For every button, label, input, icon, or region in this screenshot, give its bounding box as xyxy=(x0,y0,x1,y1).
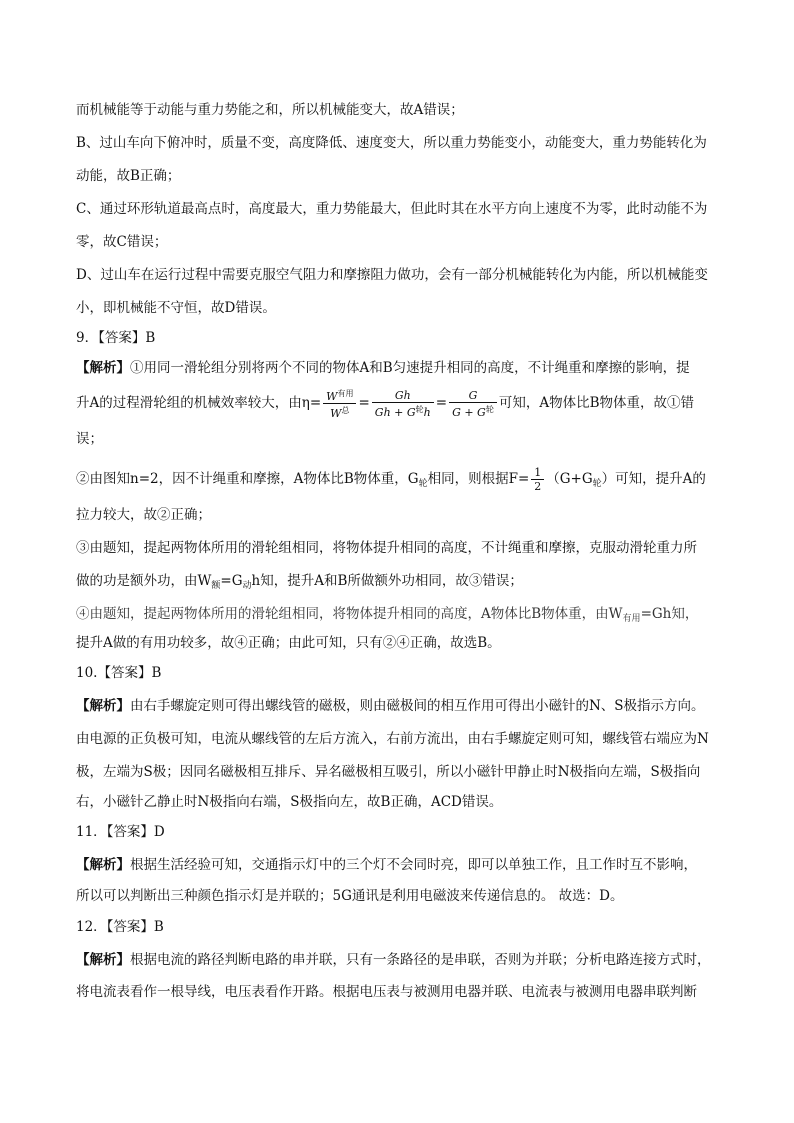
numerator: Gh xyxy=(394,388,411,402)
analysis-label: 【解析】 xyxy=(76,698,130,714)
text-span: 可知，A物体比B物体重，故①错 xyxy=(498,395,695,411)
text-span: 根据电流的路径判断电路的串并联，只有一条路径的是串联，否则为并联；分析电路连接方式时， xyxy=(130,952,711,968)
text-span: 升A的过程滑轮组的机械效率较大，由η= xyxy=(76,395,322,411)
question-11-answer: 11．【答案】D xyxy=(76,824,165,840)
sub-moving: 动 xyxy=(242,581,252,591)
text-line: 零，故C错误； xyxy=(76,234,168,250)
text-line: 所以可以判断出三种颜色指示灯是并联的；5G通讯是利用电磁波来传递信息的。 故选：D。 xyxy=(76,888,624,904)
question-12-analysis xyxy=(76,950,711,970)
text-line: 将电流表看作一根导线，电压表看作开路。根据电压表与被测用电器并联、电流表与被测用电器串联判断 xyxy=(76,984,697,1000)
text-line: C、通过环形轨道最高点时，高度最大，重力势能最大，但此时其在水平方向上速度不为零，此时动能不为 xyxy=(76,201,708,217)
text-line: 误； xyxy=(76,431,103,447)
var-w: W xyxy=(330,407,342,420)
text-line: 动能，故B正确； xyxy=(76,168,181,184)
text-line: 提升A做的有用功较多，故④正确；由此可知，只有②④正确，故选B。 xyxy=(76,635,501,651)
text-line: 由电源的正负极可知，电流从螺线管的左后方流入，右前方流出，由右手螺旋定则可知，螺线管右端应为N xyxy=(76,731,709,747)
text-span: ④由题知，提起两物体所用的滑轮组相同，将物体提升相同的高度，A物体比B物体重，由W xyxy=(76,606,623,622)
text-line: 而机械能等于动能与重力势能之和，所以机械能变大，故A错误； xyxy=(76,102,464,118)
text-span: h知，提升A和B所做额外功相同，故③错误； xyxy=(251,573,523,589)
question-11-analysis xyxy=(76,855,697,875)
numerator: 1 xyxy=(531,466,544,480)
equals-sign: = xyxy=(358,395,370,411)
text-span: ②由图知n=2，因不计绳重和摩擦，A物体比B物体重，G xyxy=(76,471,419,487)
text-line: B、过山车向下俯冲时，质量不变，高度降低、速度变大，所以重力势能变小，动能变大，重力势能转化为 xyxy=(76,135,707,151)
analysis-label: 【解析】 xyxy=(76,857,130,873)
denominator: 2 xyxy=(534,480,542,493)
equals-sign: = xyxy=(435,395,448,411)
denominator: G + G xyxy=(452,405,486,419)
text-line: 拉力较大，故②正确； xyxy=(76,507,211,523)
text-line xyxy=(76,571,523,591)
sub-wheel: 轮 xyxy=(592,479,602,489)
var-w: W xyxy=(326,390,338,403)
sub-extra: 额 xyxy=(211,581,221,591)
text-line: 小，即机械能不守恒，故D错误。 xyxy=(76,300,276,316)
question-9-answer: 9．【答案】B xyxy=(76,330,156,346)
fraction-w-useful-over-w-total xyxy=(323,387,356,420)
question-9-analysis xyxy=(76,358,690,378)
analysis-label: 【解析】 xyxy=(76,952,130,968)
question-10-analysis xyxy=(76,696,705,716)
sub-useful: 有用 xyxy=(622,614,641,624)
text-line: 右，小磁针乙静止时N极指向右端，S极指向左，故B正确，ACD错误。 xyxy=(76,794,503,810)
var-h: h xyxy=(423,405,431,419)
numerator: G xyxy=(468,388,478,402)
denominator: Gh + G xyxy=(374,405,416,419)
sub-useful: 有用 xyxy=(337,389,354,398)
sub-wheel: 轮 xyxy=(418,479,428,489)
text-span: ①用同一滑轮组分别将两个不同的物体A和B匀速提升相同的高度，不计绳重和摩擦的影响，提 xyxy=(130,360,690,376)
text-span: 根据生活经验可知，交通指示灯中的三个灯不会同时亮，即可以单独工作，且工作时互不影响， xyxy=(130,857,697,873)
text-line: 极，左端为S极；因同名磁极相互排斥、异名磁极相互吸引，所以小磁针甲静止时N极指向左端，S极指向 xyxy=(76,764,701,780)
sub-wheel: 轮 xyxy=(415,404,424,414)
text-span: =G xyxy=(220,573,243,589)
force-formula-line xyxy=(76,464,706,494)
analysis-label: 【解析】 xyxy=(76,360,130,376)
text-line: D、过山车在运行过程中需要克服空气阻力和摩擦阻力做功，会有一部分机械能转化为内能，所以机械能变 xyxy=(76,267,708,283)
sub-wheel: 轮 xyxy=(485,404,494,414)
text-span: =Gh知， xyxy=(640,606,699,622)
question-12-answer: 12．【答案】B xyxy=(76,919,164,935)
text-span: （G+G xyxy=(546,471,593,487)
fraction-one-half xyxy=(531,466,544,493)
question-10-answer: 10.【答案】B xyxy=(76,665,162,681)
text-span: 做的功是额外功，由W xyxy=(76,573,212,589)
text-span: 由右手螺旋定则可得出螺线管的磁极，则由磁极间的相互作用可得出小磁针的N、S极指示方向。 xyxy=(130,698,705,714)
fraction-g xyxy=(449,389,497,419)
text-line: ③由题知，提起两物体所用的滑轮组相同，将物体提升相同的高度，不计绳重和摩擦，克服动滑轮重力所 xyxy=(76,540,697,556)
sub-total: 总 xyxy=(341,406,350,415)
text-line xyxy=(76,604,698,624)
text-span: ）可知，提升A的 xyxy=(601,471,706,487)
fraction-gh xyxy=(372,389,434,419)
text-span: 相同，则根据F= xyxy=(427,471,530,487)
efficiency-formula-line xyxy=(76,387,695,420)
